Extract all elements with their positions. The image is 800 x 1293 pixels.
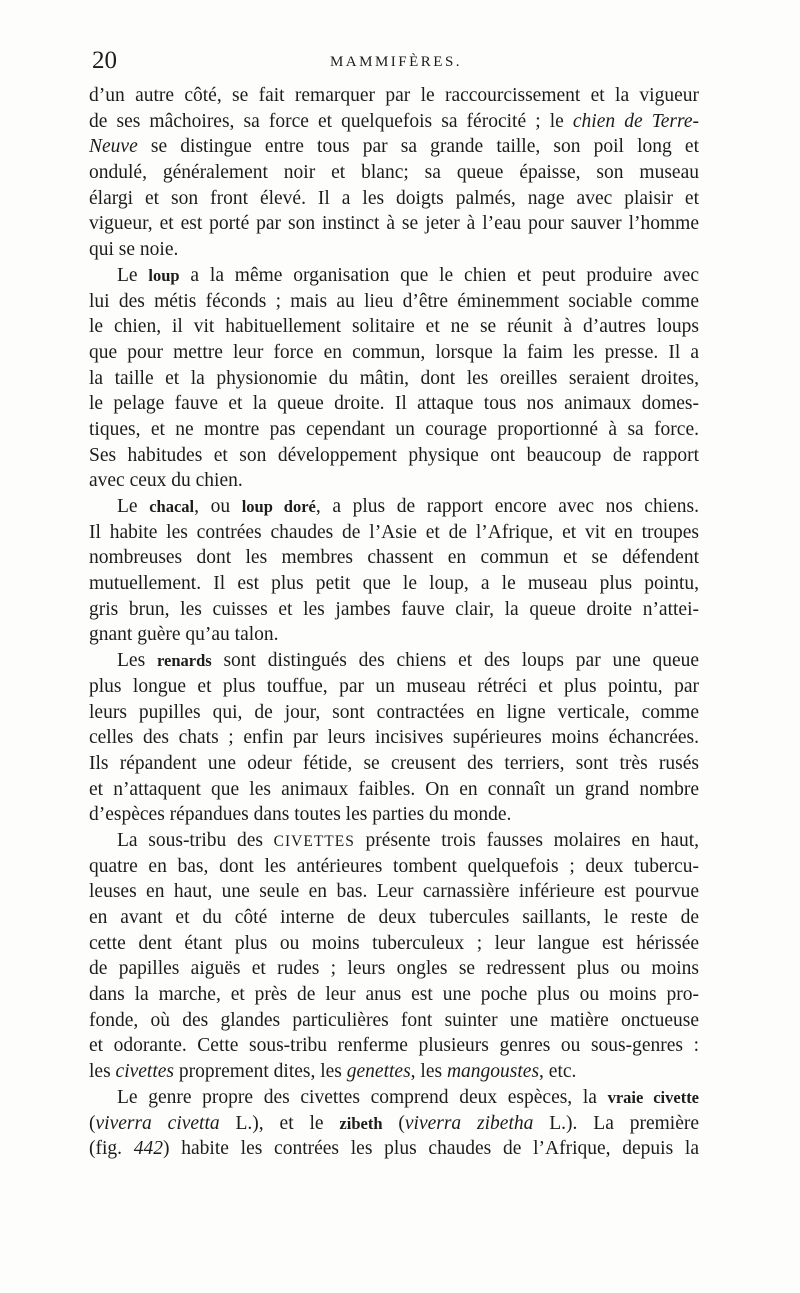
text-line (89, 366, 699, 392)
page-header (92, 46, 700, 76)
text-run: de ses mâchoires, sa force et quelquefois sa férocité ; le (89, 110, 573, 132)
text-run: leuses en haut, une seule en bas. Leur carnassière inférieure est pourvue (89, 881, 699, 903)
text-line (89, 494, 699, 520)
text-run: La sous-tribu des (117, 829, 274, 851)
text-run: ) habite les contrées les plus chaudes de l’Afrique, depuis la (163, 1138, 699, 1160)
text-run: Le (117, 264, 149, 286)
body-text (89, 83, 699, 1162)
italic-term: viverra zibetha (404, 1112, 534, 1134)
text-line (89, 571, 699, 597)
text-line (89, 340, 699, 366)
text-line (89, 443, 699, 469)
text-line (89, 160, 699, 186)
small-caps-term: CIVETTES (273, 832, 355, 850)
text-run: Ils répandent une odeur fétide, se creusent des terriers, sont très rusés (89, 752, 699, 774)
text-run: et n’attaquent que les animaux faibles. On en connaît un grand nombre (89, 778, 699, 800)
text-run: que pour mettre leur force en commun, lorsque la faim les presse. Il a (89, 341, 699, 363)
text-run: vigueur, et est porté par son instinct à se jeter à l’eau pour sauver l’homme (89, 213, 699, 235)
text-line (89, 468, 699, 494)
text-run: , les (410, 1061, 447, 1083)
text-line (89, 1111, 699, 1137)
text-run: leurs pupilles qui, de jour, sont contractées en ligne verticale, comme (89, 701, 699, 723)
text-line (89, 982, 699, 1008)
text-run: Les (117, 650, 157, 672)
text-run: lui des métis féconds ; mais au lieu d’être éminemment sociable comme (89, 290, 699, 312)
running-head: MAMMIFÈRES. (329, 54, 463, 70)
text-run: nombreuses dont les membres chassent en commun et se défendent (89, 547, 699, 569)
bold-term: loup doré (241, 497, 316, 516)
text-line (89, 828, 699, 854)
text-line (89, 1085, 699, 1111)
text-line (89, 417, 699, 443)
text-run: proprement dites, les (174, 1061, 347, 1083)
text-line (89, 109, 699, 135)
text-run: ( (382, 1112, 405, 1134)
text-line (89, 700, 699, 726)
text-run: de papilles aiguës et rudes ; leurs ongles se redressent plus ou moins (89, 958, 699, 980)
text-run: le chien, il vit habituellement solitaire et ne se réunit à d’autres loups (89, 316, 699, 338)
text-run: se distingue entre tous par sa grande taille, son poil long et (137, 136, 699, 158)
text-run: , ou (194, 496, 242, 517)
page-number: 20 (92, 47, 117, 74)
text-line (89, 1008, 699, 1034)
text-run: dans la marche, et près de leur anus est une poche plus ou moins pro- (89, 984, 699, 1006)
text-run: sont distingués des chiens et des loups par une queue (211, 650, 699, 672)
text-run: Le genre propre des civettes comprend deux espèces, la (117, 1086, 608, 1108)
text-line (89, 134, 699, 160)
text-run: (fig. (89, 1138, 134, 1160)
text-line (89, 956, 699, 982)
text-run: la taille et la physionomie du mâtin, dont les oreilles seraient droites, (89, 367, 699, 389)
italic-term: 442 (133, 1138, 164, 1160)
text-line (89, 648, 699, 674)
text-line (89, 211, 699, 237)
text-run: qui se noie. (89, 239, 179, 261)
bold-term: zibeth (339, 1113, 383, 1133)
italic-term: chien de Terre- (572, 110, 699, 132)
text-run: d’espèces répandues dans toutes les parties du monde. (89, 804, 512, 826)
text-run: fonde, où des glandes particulières font suinter une matière onctueuse (89, 1009, 699, 1031)
text-run: mutuellement. Il est plus petit que le loup, a le museau plus pointu, (89, 573, 699, 595)
text-run: présente trois fausses molaires en haut, (354, 829, 699, 851)
text-line (89, 545, 699, 571)
text-line (89, 725, 699, 751)
text-line (89, 263, 699, 289)
text-run: , a plus de rapport encore avec nos chiens. (315, 496, 699, 517)
text-line (89, 314, 699, 340)
text-run: , etc. (539, 1061, 577, 1083)
text-line (89, 777, 699, 803)
text-run: Ses habitudes et son développement physique ont beaucoup de rapport (89, 444, 699, 466)
text-line (89, 597, 699, 623)
text-line (89, 854, 699, 880)
text-line (89, 751, 699, 777)
text-run: tiques, et ne montre pas cependant un courage proportionné à sa force. (89, 418, 699, 440)
text-run: quatre en bas, dont les antérieures tombent quelquefois ; deux tubercu- (89, 855, 699, 877)
text-line (89, 1059, 699, 1085)
italic-term: mangoustes (446, 1061, 540, 1083)
text-line (89, 1136, 699, 1162)
bold-term: chacal (149, 497, 195, 516)
bold-term: vraie civette (607, 1087, 699, 1107)
text-line (89, 905, 699, 931)
text-run: en avant et du côté interne de deux tubercules saillants, le reste de (89, 907, 699, 928)
italic-term: genettes (346, 1061, 411, 1083)
text-line (89, 879, 699, 905)
text-line (89, 237, 699, 263)
text-run: plus longue et plus touffue, par un museau rétréci et plus pointu, par (89, 675, 699, 697)
italic-term: Neuve (89, 136, 138, 158)
text-run: L.), et le (219, 1112, 340, 1134)
text-run: d’un autre côté, se fait remarquer par le raccourcissement et la vigueur (89, 85, 699, 106)
text-line (89, 83, 699, 109)
text-line (89, 186, 699, 212)
text-run: L.). La première (533, 1112, 699, 1134)
italic-term: viverra civetta (95, 1112, 220, 1134)
text-run: ondulé, généralement noir et blanc; sa queue épaisse, son museau (89, 162, 699, 184)
italic-term: civettes (115, 1061, 175, 1083)
text-line (89, 931, 699, 957)
text-line (89, 391, 699, 417)
text-line (89, 674, 699, 700)
text-run: Le (117, 496, 150, 517)
text-line (89, 1033, 699, 1059)
text-run: celles des chats ; enfin par leurs incisives supérieures moins échancrées. (89, 727, 699, 749)
text-run: élargi et son front élevé. Il a les doigts palmés, nage avec plaisir et (89, 187, 699, 209)
text-run: avec ceux du chien. (89, 470, 243, 492)
text-run: gris brun, les cuisses et les jambes fauve clair, la queue droite n’attei- (89, 598, 699, 620)
text-run: gnant guère qu’au talon. (89, 624, 279, 646)
text-line (89, 622, 699, 648)
text-line (89, 802, 699, 828)
text-run: ( (89, 1112, 96, 1134)
text-run: le pelage fauve et la queue droite. Il attaque tous nos animaux domes- (89, 393, 699, 415)
bold-term: loup (148, 265, 180, 285)
text-run: a la même organisation que le chien et peut produire avec (179, 264, 699, 286)
text-line (89, 520, 699, 546)
text-run: les (89, 1061, 116, 1083)
text-line (89, 289, 699, 315)
text-run: Il habite les contrées chaudes de l’Asie et de l’Afrique, et vit en troupes (89, 521, 699, 543)
text-run: cette dent étant plus ou moins tuberculeux ; leur langue est hérissée (89, 932, 699, 954)
text-run: et odorante. Cette sous-tribu renferme plusieurs genres ou sous-genres : (89, 1035, 699, 1057)
bold-term: renards (156, 651, 212, 671)
